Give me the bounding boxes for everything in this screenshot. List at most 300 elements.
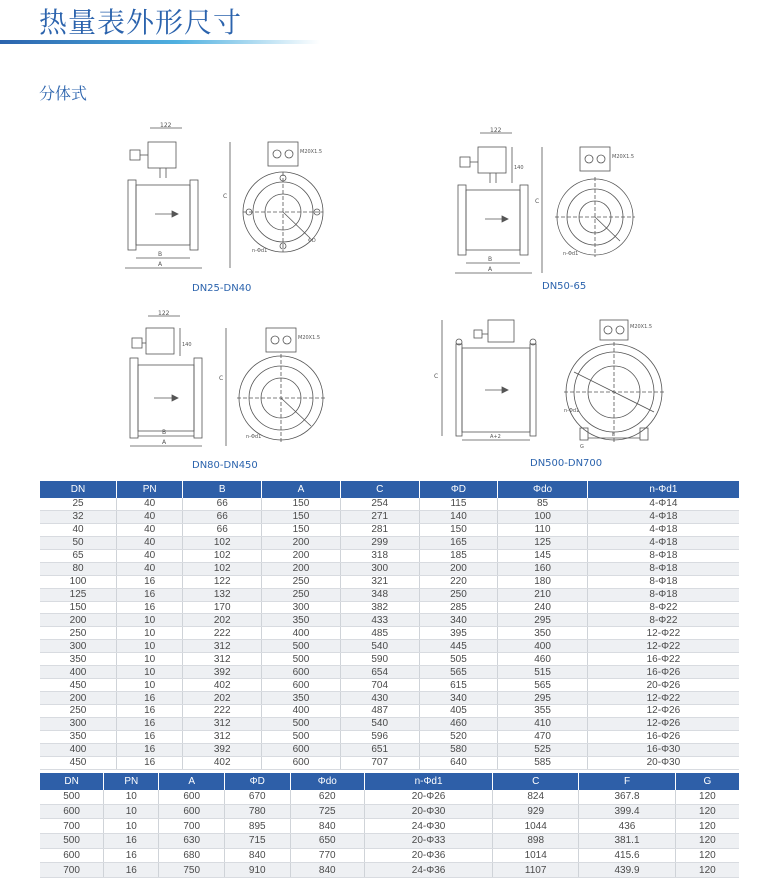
table-cell: 350 [262,692,341,705]
table-cell: 8-Φ18 [587,588,739,601]
table-cell: 312 [183,653,262,666]
table-cell: 16-Φ22 [587,653,739,666]
table-cell: 150 [262,510,341,523]
table-cell: 32 [40,510,117,523]
svg-text:A: A [162,439,167,446]
table-row [40,536,739,549]
drawing-caption: DN80-DN450 [192,460,258,471]
table-cell: 160 [498,562,588,575]
table-row [40,588,739,601]
table-cell: 100 [498,510,588,523]
table-cell: 66 [183,498,262,510]
column-header: PN [104,773,159,790]
table-cell: 115 [419,498,498,510]
svg-text:n-Φd1: n-Φd1 [564,408,580,414]
table-cell: 348 [340,588,419,601]
table-cell: 12-Φ22 [587,692,739,705]
table-cell: 10 [117,666,183,679]
table-cell: 704 [340,679,419,692]
table-cell: 565 [419,666,498,679]
dimension-table-dn500-dn700 [40,773,739,878]
table-cell: 120 [675,819,739,834]
table-cell: 122 [183,575,262,588]
table-cell: 439.9 [579,863,675,878]
table-cell: 600 [262,666,341,679]
table-cell: 125 [498,536,588,549]
table-cell: 680 [159,848,225,863]
table-row [40,743,739,756]
table-cell: 8-Φ18 [587,549,739,562]
table-cell: 200 [419,562,498,575]
table-row [40,640,739,653]
table-cell: 10 [117,679,183,692]
table-cell: 460 [419,717,498,730]
table-cell: 707 [340,756,419,769]
table-cell: 299 [340,536,419,549]
table-cell: 40 [117,562,183,575]
table-cell: 8-Φ22 [587,601,739,614]
table-cell: 200 [40,614,117,627]
table-cell: 40 [117,523,183,536]
table-cell: 840 [224,848,290,863]
table-cell: 400 [498,640,588,653]
svg-text:n-Φd1: n-Φd1 [563,251,579,257]
column-header: F [579,773,675,790]
table-cell: 585 [498,756,588,769]
column-header: A [262,481,341,498]
svg-text:A: A [158,261,163,268]
table-cell: 250 [262,575,341,588]
table-row [40,705,739,718]
table-row [40,601,739,614]
table-cell: 300 [40,640,117,653]
table-cell: 180 [498,575,588,588]
table-cell: 620 [290,790,365,804]
table-cell: 222 [183,705,262,718]
table-cell: 780 [224,804,290,819]
table-cell: 222 [183,627,262,640]
column-header: DN [40,481,117,498]
table-cell: 150 [262,498,341,510]
table-cell: 525 [498,743,588,756]
table-cell: 460 [498,653,588,666]
table-cell: 16 [104,834,159,849]
table-cell: 340 [419,692,498,705]
table-cell: 654 [340,666,419,679]
table-cell: 102 [183,549,262,562]
table-cell: 165 [419,536,498,549]
table-cell: 110 [498,523,588,536]
table-cell: 150 [40,601,117,614]
table-cell: 929 [493,804,579,819]
table-cell: 600 [262,679,341,692]
table-cell: 16 [117,692,183,705]
svg-text:C: C [434,373,439,380]
table-cell: 1107 [493,863,579,878]
table-cell: 600 [159,804,225,819]
table-cell: 300 [262,601,341,614]
table-cell: 600 [262,743,341,756]
table-cell: 650 [290,834,365,849]
table-cell: 700 [40,819,104,834]
column-header: ΦD [419,481,498,498]
table-cell: 65 [40,549,117,562]
table-cell: 12-Φ22 [587,627,739,640]
table-cell: 16 [117,717,183,730]
column-header: DN [40,773,104,790]
table-cell: 40 [40,523,117,536]
table-cell: 16 [104,863,159,878]
svg-text:140: 140 [182,342,192,348]
table-cell: 250 [419,588,498,601]
table-cell: 20-Φ26 [587,679,739,692]
table-cell: 700 [40,863,104,878]
svg-text:A: A [488,266,493,273]
table-cell: 410 [498,717,588,730]
table-cell: 402 [183,679,262,692]
page-title: 热量表外形尺寸 [39,6,243,39]
dimension-table-dn25-dn450 [40,481,739,770]
table-cell: 20-Φ26 [365,790,493,804]
table-cell: 4-Φ14 [587,498,739,510]
table-cell: 16 [117,601,183,614]
drawing-dn25-dn40 [110,120,350,285]
svg-text:122: 122 [158,310,170,317]
table-cell: 40 [117,498,183,510]
table-cell: 670 [224,790,290,804]
svg-text:G: G [580,444,584,450]
table-cell: 520 [419,730,498,743]
table-cell: 200 [262,549,341,562]
table-cell: 300 [40,717,117,730]
table-cell: 40 [117,510,183,523]
table-cell: 1044 [493,819,579,834]
table-cell: 4-Φ18 [587,536,739,549]
table-cell: 20-Φ33 [365,834,493,849]
table-cell: 400 [262,705,341,718]
table-cell: 8-Φ22 [587,614,739,627]
table-cell: 102 [183,562,262,575]
table-cell: 10 [117,653,183,666]
table-row [40,692,739,705]
table-cell: 651 [340,743,419,756]
table-cell: 367.8 [579,790,675,804]
table-cell: 400 [262,627,341,640]
svg-text:C: C [223,193,228,200]
table-cell: 824 [493,790,579,804]
table-cell: 350 [262,614,341,627]
table-cell: 433 [340,614,419,627]
table-cell: 16 [117,705,183,718]
table-cell: 150 [419,523,498,536]
table-cell: 254 [340,498,419,510]
table-cell: 500 [262,730,341,743]
table-cell: 16 [117,730,183,743]
table-cell: 250 [40,627,117,640]
table-cell: 16-Φ26 [587,730,739,743]
table-cell: 285 [419,601,498,614]
table-cell: 596 [340,730,419,743]
table-cell: 450 [40,756,117,769]
table-row [40,679,739,692]
drawing-dn500-dn700 [430,312,680,452]
column-header: C [340,481,419,498]
table-cell: 10 [117,640,183,653]
table-cell: 120 [675,790,739,804]
table-cell: 16 [117,575,183,588]
table-row [40,863,739,878]
table-cell: 445 [419,640,498,653]
table-cell: 515 [498,666,588,679]
table-cell: 132 [183,588,262,601]
table-cell: 4-Φ18 [587,523,739,536]
table-cell: 840 [290,819,365,834]
table-cell: 16-Φ26 [587,666,739,679]
table-cell: 392 [183,743,262,756]
svg-text:n-Φd1: n-Φd1 [252,248,268,254]
column-header: C [493,773,579,790]
table-cell: 590 [340,653,419,666]
table-row [40,717,739,730]
table-cell: 340 [419,614,498,627]
table-cell: 24-Φ30 [365,819,493,834]
table-cell: 16 [117,588,183,601]
svg-text:C: C [535,198,540,205]
table-cell: 600 [40,848,104,863]
table-cell: 20-Φ30 [587,756,739,769]
table-cell: 120 [675,848,739,863]
table-cell: 125 [40,588,117,601]
table-cell: 350 [40,730,117,743]
table-cell: 400 [40,666,117,679]
table-cell: 66 [183,510,262,523]
table-cell: 100 [40,575,117,588]
table-cell: 485 [340,627,419,640]
table-cell: 640 [419,756,498,769]
table-cell: 430 [340,692,419,705]
table-cell: 312 [183,640,262,653]
table-cell: 600 [159,790,225,804]
table-cell: 402 [183,756,262,769]
table-row [40,498,739,510]
table-cell: 8-Φ18 [587,575,739,588]
table-row [40,666,739,679]
table-row [40,848,739,863]
table-cell: 540 [340,717,419,730]
table-cell: 470 [498,730,588,743]
table-cell: 240 [498,601,588,614]
svg-text:M20X1.5: M20X1.5 [300,149,323,155]
table-cell: 10 [117,627,183,640]
table-cell: 895 [224,819,290,834]
table-cell: 250 [262,588,341,601]
title-underline [0,40,320,44]
drawing-caption: DN500-DN700 [530,458,603,469]
table-cell: 487 [340,705,419,718]
svg-text:B: B [488,256,493,263]
table-cell: 382 [340,601,419,614]
table-cell: 395 [419,627,498,640]
table-cell: 20-Φ30 [365,804,493,819]
table-cell: 700 [159,819,225,834]
table-row [40,575,739,588]
table-row [40,804,739,819]
svg-text:C: C [219,375,224,382]
table-cell: 750 [159,863,225,878]
table-cell: 50 [40,536,117,549]
drawing-caption: DN50-65 [542,281,587,292]
table-cell: 580 [419,743,498,756]
table-cell: 565 [498,679,588,692]
table-cell: 312 [183,717,262,730]
table-cell: 220 [419,575,498,588]
table-cell: 10 [104,790,159,804]
table-cell: 505 [419,653,498,666]
table-cell: 12-Φ22 [587,640,739,653]
table-cell: 615 [419,679,498,692]
table-cell: 300 [340,562,419,575]
table-cell: 355 [498,705,588,718]
table-cell: 436 [579,819,675,834]
table-cell: 145 [498,549,588,562]
table-row [40,523,739,536]
table-cell: 16 [117,756,183,769]
table-cell: 1014 [493,848,579,863]
table-cell: 185 [419,549,498,562]
column-header: n-Φd1 [587,481,739,498]
table-cell: 540 [340,640,419,653]
table-cell: 120 [675,834,739,849]
table-cell: 281 [340,523,419,536]
svg-text:M20X1.5: M20X1.5 [630,324,653,330]
table-cell: 120 [675,863,739,878]
svg-text:B: B [158,251,163,258]
table-row [40,756,739,769]
table-cell: 66 [183,523,262,536]
column-header: Φdo [290,773,365,790]
table-cell: 80 [40,562,117,575]
table-cell: 8-Φ18 [587,562,739,575]
table-cell: 150 [262,523,341,536]
svg-text:n-Φd1: n-Φd1 [246,434,262,440]
table-cell: 898 [493,834,579,849]
table-cell: 405 [419,705,498,718]
table-cell: 20-Φ36 [365,848,493,863]
table-cell: 770 [290,848,365,863]
table-cell: 392 [183,666,262,679]
drawing-dn50-65 [440,125,680,280]
table-cell: 500 [262,717,341,730]
table-cell: 715 [224,834,290,849]
table-row [40,819,739,834]
table-cell: 400 [40,743,117,756]
table-cell: 271 [340,510,419,523]
table-row [40,510,739,523]
svg-text:F: F [612,432,615,438]
table-cell: 399.4 [579,804,675,819]
table-row [40,562,739,575]
column-header: G [675,773,739,790]
table-cell: 910 [224,863,290,878]
table-row [40,614,739,627]
table-cell: 12-Φ26 [587,717,739,730]
table-cell: 318 [340,549,419,562]
table-cell: 350 [40,653,117,666]
table-cell: 840 [290,863,365,878]
table-row [40,834,739,849]
column-header: B [183,481,262,498]
column-header: A [159,773,225,790]
table-cell: 120 [675,804,739,819]
svg-text:A+2: A+2 [490,434,501,440]
table-cell: 4-Φ18 [587,510,739,523]
table-cell: 415.6 [579,848,675,863]
table-cell: 202 [183,614,262,627]
table-cell: 321 [340,575,419,588]
table-cell: 40 [117,536,183,549]
table-cell: 210 [498,588,588,601]
table-cell: 170 [183,601,262,614]
table-cell: 500 [40,834,104,849]
svg-text:122: 122 [490,127,502,134]
table-cell: 250 [40,705,117,718]
svg-text:M20X1.5: M20X1.5 [298,335,321,341]
table-cell: 85 [498,498,588,510]
svg-text:122: 122 [160,122,172,129]
table-cell: 16-Φ30 [587,743,739,756]
table-cell: 40 [117,549,183,562]
table-cell: 16 [117,743,183,756]
table-cell: 12-Φ26 [587,705,739,718]
table-cell: 600 [40,804,104,819]
table-row [40,627,739,640]
table-cell: 10 [104,819,159,834]
table-cell: 450 [40,679,117,692]
table-cell: 600 [262,756,341,769]
column-header: PN [117,481,183,498]
table-cell: 10 [117,614,183,627]
section-subtitle: 分体式 [39,84,88,103]
svg-text:B: B [162,429,167,436]
table-cell: 25 [40,498,117,510]
column-header: Φdo [498,481,588,498]
svg-text:ΦD: ΦD [308,238,316,244]
table-cell: 295 [498,692,588,705]
table-cell: 500 [262,640,341,653]
svg-text:140: 140 [514,165,524,171]
table-cell: 10 [104,804,159,819]
table-cell: 140 [419,510,498,523]
table-row [40,549,739,562]
table-row [40,790,739,804]
table-cell: 16 [104,848,159,863]
table-cell: 200 [40,692,117,705]
table-row [40,653,739,666]
table-cell: 295 [498,614,588,627]
table-cell: 200 [262,562,341,575]
table-cell: 200 [262,536,341,549]
table-cell: 350 [498,627,588,640]
table-cell: 24-Φ36 [365,863,493,878]
table-cell: 202 [183,692,262,705]
table-cell: 102 [183,536,262,549]
table-cell: 500 [262,653,341,666]
table-cell: 312 [183,730,262,743]
drawing-dn80-dn450 [118,310,358,458]
table-cell: 725 [290,804,365,819]
table-cell: 381.1 [579,834,675,849]
svg-text:M20X1.5: M20X1.5 [612,154,635,160]
